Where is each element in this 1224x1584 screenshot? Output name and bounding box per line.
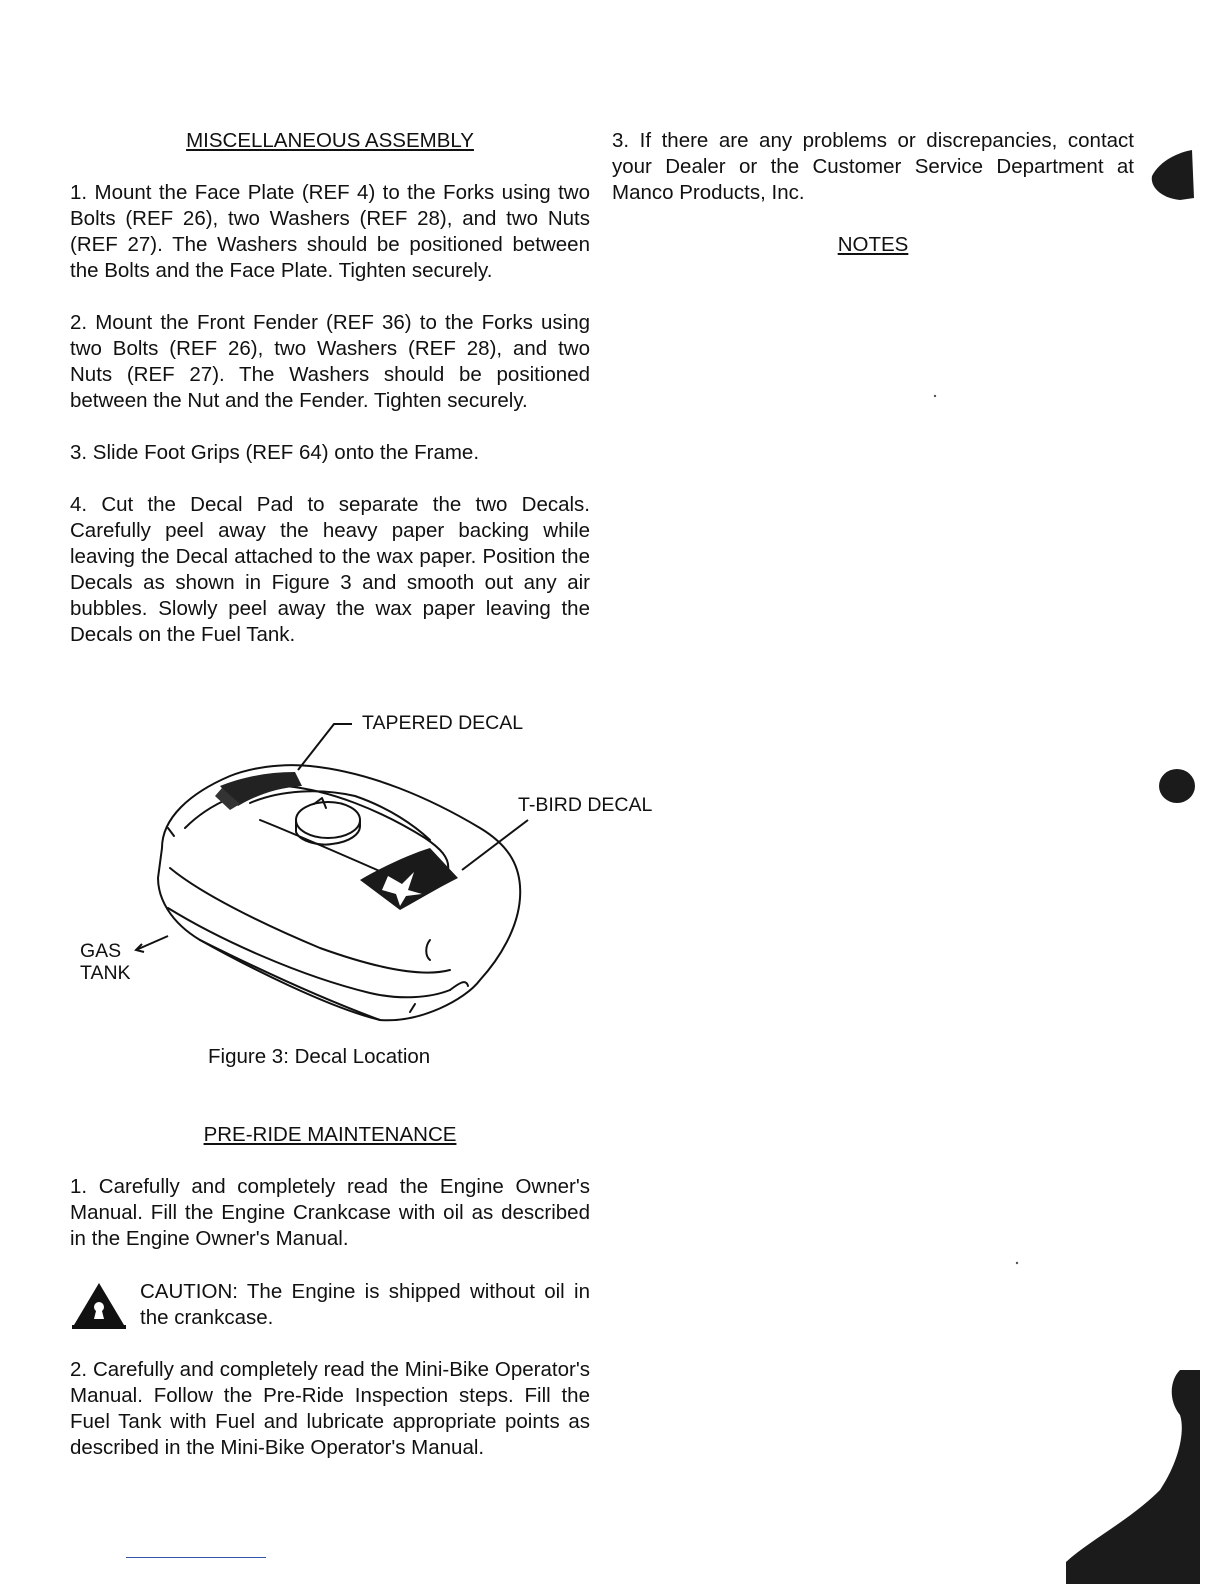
label-tank: TANK: [80, 962, 131, 984]
step-1-face-plate: 1. Mount the Face Plate (REF 4) to the Forks using two Bolts (REF 26), two Washers (REF 28), and two Nuts (REF 27). The Washers should be positioned between the Bolts and the Face Plate. Tighten securely.: [70, 181, 590, 282]
label-tbird-decal: T-BIRD DECAL: [518, 794, 653, 816]
binder-hole-middle: [1159, 769, 1195, 803]
pre-ride-step-2: 2. Carefully and completely read the Mini-Bike Operator's Manual. Follow the Pre-Ride Inspection steps. Fill the Fuel Tank with Fuel and lubricate appropriate points as described in the Mini-Bike Operator's Manual.: [70, 1358, 590, 1459]
step-2-front-fender: 2. Mount the Front Fender (REF 36) to the Forks using two Bolts (REF 26), two Washers (REF 28), and two Nuts (REF 27). The Washers should be positioned between the Nut and the Fender. Tighten securely.: [70, 311, 590, 412]
section-heading-pre-ride: PRE-RIDE MAINTENANCE: [203, 1123, 457, 1146]
footer-rule: [126, 1557, 266, 1558]
figure-caption: Figure 3: Decal Location: [208, 1045, 431, 1068]
binder-hole-top: [1152, 150, 1194, 200]
notes-heading: NOTES: [837, 233, 909, 256]
pre-ride-step-1: 1. Carefully and completely read the Engine Owner's Manual. Fill the Engine Crankcase with oil as described in the Engine Owner's Manual.: [70, 1175, 590, 1250]
step-3-contact-dealer: 3. If there are any problems or discrepancies, contact your Dealer or the Customer Service Department at Manco Products, Inc.: [612, 129, 1134, 204]
step-3-foot-grips: 3. Slide Foot Grips (REF 64) onto the Frame.: [70, 441, 480, 464]
page-edge-shadow: [1066, 1370, 1200, 1584]
step-4-decals: 4. Cut the Decal Pad to separate the two Decals. Carefully peel away the heavy paper backing while leaving the Decal attached to the wax paper. Position the Decals as shown in Figure 3 and smooth out any air bubbles. Slowly peel away the wax paper leaving the Decals on the Fuel Tank.: [70, 493, 590, 646]
section-heading-misc-assembly: MISCELLANEOUS ASSEMBLY: [186, 129, 474, 152]
speck: [1016, 1262, 1018, 1264]
label-gas: GAS: [80, 940, 122, 962]
label-tapered-decal: TAPERED DECAL: [362, 712, 524, 734]
caution-text: CAUTION: The Engine is shipped without oil in the crankcase.: [140, 1280, 590, 1329]
speck: [934, 395, 936, 397]
